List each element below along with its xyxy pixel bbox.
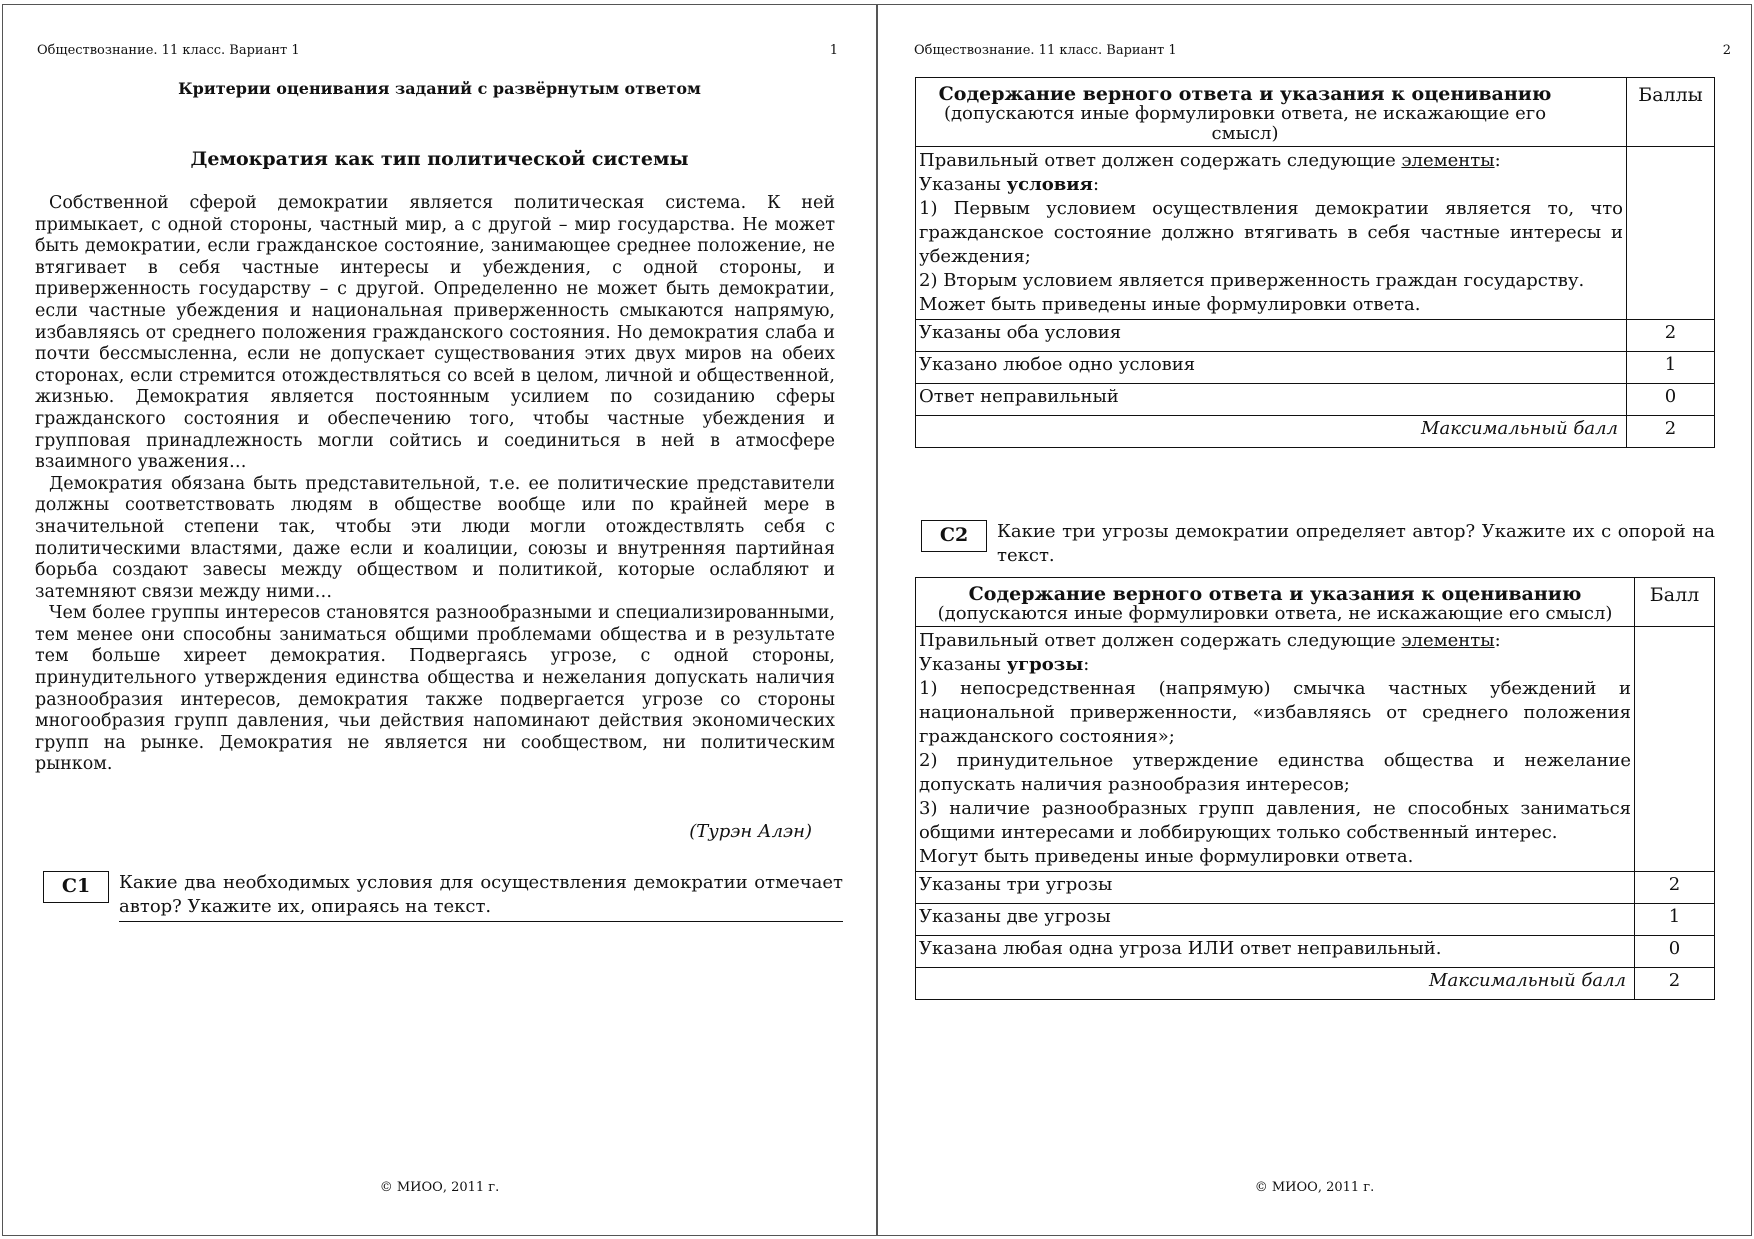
criteria-title: Критерии оценивания заданий с развёрнутым ответом [178,79,701,98]
text-title: Демократия как тип политической системы [190,148,689,170]
paragraph: Чем более группы интересов становятся разнообразными и специализированными, тем менее они способны заниматься общими проблемами общества и в результате тем больше хиреет демократия. Подвергаясь угрозе, с одной стороны, принудительного утверждения единства общества и нежелания допускать наличия разнообразия интересов, демократия также подвергается угрозе со стороны многообразия групп давления, чьи действия напоминают действия экономических групп на рынке. Демократия не является ни сообществом, ни политическим рынком. [35,603,835,775]
table-header-score: Балл [1635,578,1715,627]
answer-note: Может быть приведены иные формулировки ответа. [919,294,1421,315]
question-text: Какие три угрозы демократии определяет автор? Укажите их с опорой на текст. [997,521,1715,566]
answer-given: Указаны условия: [919,174,1100,195]
question-c2 [921,520,1721,568]
answer-note: Могут быть приведены иные формулировки ответа. [919,846,1414,867]
table-header-content [916,578,1635,627]
answer-item: 2) принудительное утверждение единства общества и нежелание допускать наличия разнообразия интересов; [919,750,1632,795]
answer-cell [916,147,1627,320]
max-score-row: Максимальный балл 2 [916,416,1715,448]
table-row: Указаны две угрозы 1 [916,904,1715,936]
max-score-row: Максимальный балл 2 [916,968,1715,1000]
table-row: Указано любое одно условия 1 [916,352,1715,384]
page-footer: © МИОО, 2011 г. [379,1180,500,1195]
page-number: 1 [829,43,838,58]
page-left [2,4,877,1236]
question-label: C2 [921,520,987,552]
answer-given: Указаны угрозы: [919,654,1090,675]
answer-cell [916,627,1635,872]
page-number: 2 [1722,43,1731,58]
author-attribution: (Турэн Алэн) [689,821,812,842]
page-header: Обществознание. 11 класс. Вариант 1 [37,43,300,58]
answer-score-cell [1635,627,1715,872]
table-row: Ответ неправильный 0 [916,384,1715,416]
header-main: Содержание верного ответа и указания к оцениванию [938,83,1552,105]
answer-item: 1) Первым условием осуществления демократии является то, что гражданское состояние должно втягивать в себя частные интересы и убеждения; [919,198,1624,267]
table-row: Указана любая одна угроза ИЛИ ответ неправильный. 0 [916,936,1715,968]
table-header-content [916,78,1627,147]
page-right [877,4,1752,1236]
answer-item: 1) непосредственная (напрямую) смычка частных убеждений и национальной приверженности, «избавляясь от среднего положения гражданского состояния»; [919,678,1632,747]
header-main: Содержание верного ответа и указания к оцениванию [968,583,1582,605]
paragraph: Демократия обязана быть представительной, т.е. ее политические представители должны соответствовать людям в обществе вообще или по крайней мере в значительной степени так, чтобы эти люди могли отождествлять себя с политическими властями, даже если и коалиции, союзы и внутренняя партийная борьба создают завесы между обществом и политикой, которые ослабляют и затемняют связи между ними… [35,473,835,602]
answer-item: 3) наличие разнообразных групп давления, не способных заниматься общими интересами и лоббирующих только собственный интерес. [919,798,1632,843]
answer-intro: Правильный ответ должен содержать следующие элементы: [919,150,1501,171]
table-row: Указаны три угрозы 2 [916,872,1715,904]
header-sub: (допускаются иные формулировки ответа, не искажающие его смысл) [937,603,1613,624]
answer-score-cell [1627,147,1715,320]
table-header-score: Баллы [1627,78,1715,147]
source-text [35,193,835,776]
paragraph: Собственной сферой демократии является политическая система. К ней примыкает, с одной стороны, частный мир, а с другой – мир государства. Не может быть демократии, если гражданское состояние, занимающее среднее положение, не втягивает в себя частные интересы и убеждения, с одной стороны, и приверженность государству – с другой. Определенно не может быть демократии, если частные убеждения и национальная приверженность смыкаются напрямую, избавляясь от среднего положения гражданского состояния. Но демократия слаба и почти бессмысленна, если не допускает существования этих двух миров на обеих сторонах, если стремится отождествляться со всей в целом, личной и общественной, жизнью. Демократия является постоянным усилием по созиданию сферы гражданского состояния и обеспечению того, чтобы частные убеждения и групповая принадлежность могли сойтись и соединиться в ней в атмосфере взаимного уважения… [35,193,835,473]
table-row: Указаны оба условия 2 [916,320,1715,352]
criteria-table-c1 [915,77,1715,448]
question-text: Какие два необходимых условия для осуществления демократии отмечает автор? Укажите их, опираясь на текст. [119,871,843,922]
criteria-table-c2 [915,577,1715,1000]
page-footer: © МИОО, 2011 г. [1254,1180,1375,1195]
answer-intro: Правильный ответ должен содержать следующие элементы: [919,630,1501,651]
question-c1 [43,871,843,922]
question-label: C1 [43,871,109,903]
page-header: Обществознание. 11 класс. Вариант 1 [914,43,1177,58]
header-sub: (допускаются иные формулировки ответа, не искажающие его смысл) [943,103,1547,144]
answer-item: 2) Вторым условием является приверженность граждан государству. [919,270,1585,291]
